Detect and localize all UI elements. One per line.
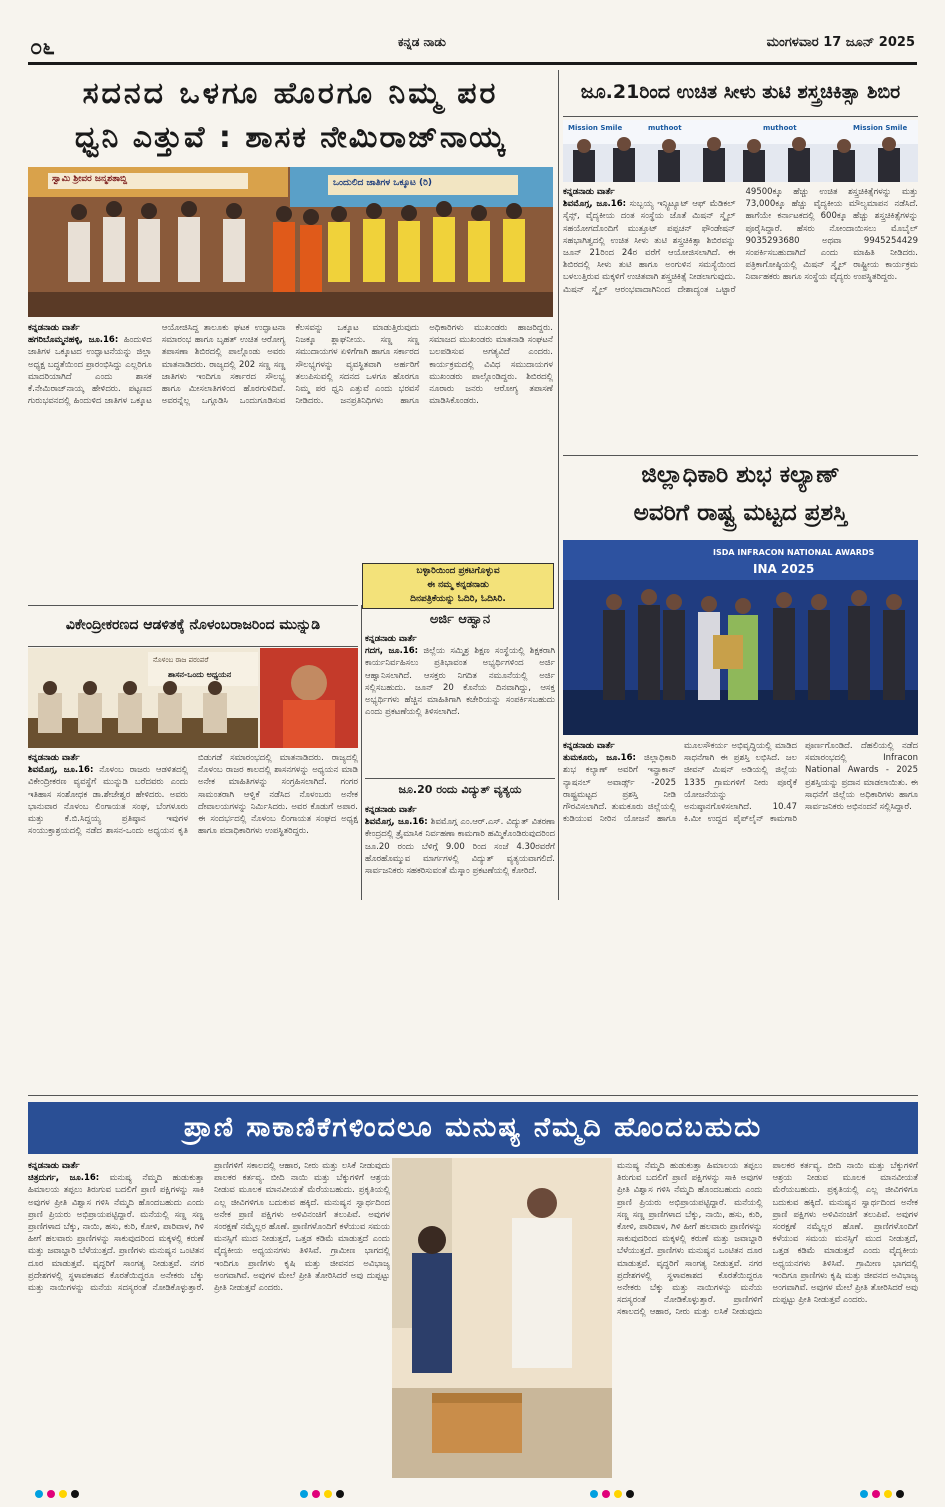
story-headline-6: ಜಿಲ್ಲಾಧಿಕಾರಿ ಶುಭ ಕಲ್ಯಾಣ್ ಅವರಿಗೆ ರಾಷ್ಟ್ರ ಮಟ್ಟದ ಪ್ರಶಸ್ತಿ	[563, 455, 918, 538]
story3-body	[28, 752, 358, 880]
story2-banner-1: Mission Smile	[568, 124, 623, 132]
ad-line-2: ಈ ನಮ್ಮ ಕನ್ನಡನಾಡು	[427, 580, 489, 590]
story7-photo	[392, 1158, 612, 1478]
story7-photo-graphic	[392, 1158, 612, 1478]
story3-text: ನೊಳಂಬ ರಾಜರು ಆಡಳಿತದಲ್ಲಿ ವಿಕೇಂದ್ರೀಕರಣ ವ್ಯವಸ್ಥೆಗೆ ಮುನ್ನುಡಿ ಬರೆದವರು ಎಂದು ಇತಿಹಾಸ ಸಂಶೋಧಕ ಡಾ.ಶೇಜೇಶ್ವರ ಹೇಳಿದರು. ಅವರು ಭಾನುವಾರ ನೊಳಂಬ ಲಿಂಗಾಯತ ಸಂಘ, ಬೆಂಗಳೂರು ಮತ್ತು ಕೆ.ಬಿ.ಸಿದ್ದಯ್ಯ ಪ್ರತಿಷ್ಠಾನ ಇವುಗಳ ಸಂಯುಕ್ತಾಶ್ರಯದಲ್ಲಿ ನಡೆದ ಶಾಸನ-ಒಂದು ಅಧ್ಯಯನ ಕೃತಿ ಬಿಡುಗಡೆ ಸಮಾರಂಭದಲ್ಲಿ ಮಾತನಾಡಿದರು. ರಾಜ್ಯದಲ್ಲಿ ನೊಳಂಬ ರಾಜರ ಕಾಲದಲ್ಲಿ ಶಾಸನಗಳನ್ನು ಅಧ್ಯಯನ ಮಾಡಿ ಅನೇಕ ಮಾಹಿತಿಗಳನ್ನು ಸಂಗ್ರಹಿಸಲಾಗಿದೆ. ಗಂಗರ ಸಾಮಂತರಾಗಿ ಆಳ್ವಿಕೆ ನಡೆಸಿದ ನೊಳಂಬರು ಅನೇಕ ದೇವಾಲಯಗಳನ್ನು ನಿರ್ಮಿಸಿದರು. ಅವರ ಕೊಡುಗೆ ಅಪಾರ. ಈ ಸಂದರ್ಭದಲ್ಲಿ ನೊಳಂಬ ಲಿಂಗಾಯತ ಸಂಘದ ಅಧ್ಯಕ್ಷ ಹಾಗೂ ಪದಾಧಿಕಾರಿಗಳು ಉಪಸ್ಥಿತರಿದ್ದರು.	[28, 753, 358, 837]
story1-photo	[28, 167, 553, 317]
page-header	[0, 0, 945, 62]
story2-banner-4: Mission Smile	[853, 124, 908, 132]
story2-photo	[563, 120, 918, 182]
story2-text: ಸುಬ್ಬಯ್ಯ ಇನ್ಸ್ಟಿಟ್ಯೂಟ್ ಆಫ್ ಮೆಡಿಕಲ್ ಸೈನ್ಸ್, ವೈದ್ಯಕೀಯ ದಂತ ಸಂಸ್ಥೆಯ ಜೊತೆ ಮಿಷನ್ ಸ್ಮೈಲ್ ಸಹಯೋಗದೊಂದಿಗೆ ಮುತ್ತೂಟ್ ಪಪ್ಪಚನ್ ಫೌಂಡೇಷನ್ ಸಹಭಾಗಿತ್ವದಲ್ಲಿ ಉಚಿತ ಸೀಳು ತುಟಿ ಶಸ್ತ್ರಚಿಕಿತ್ಸಾ ಶಿಬಿರವನ್ನು ಜೂನ್ 21ರಿಂದ 24ರ ವರೆಗೆ ಆಯೋಜಿಸಲಾಗಿದೆ. ಈ ಶಿಬಿರದಲ್ಲಿ ಸೀಳು ತುಟಿ ಹಾಗೂ ಅಂಗುಳಿನ ಸಮಸ್ಯೆಯಿಂದ ಬಳಲುತ್ತಿರುವ ಮಕ್ಕಳಿಗೆ ಉಚಿತವಾಗಿ ಶಸ್ತ್ರಚಿಕಿತ್ಸೆ ನೀಡಲಾಗುವುದು. ಮಿಷನ್ ಸ್ಮೈಲ್ ಆರಂಭವಾದಾಗಿನಿಂದ ದೇಶಾದ್ಯಂತ ಒಟ್ಟಾರೆ 49500ಕ್ಕೂ ಹೆಚ್ಚು ಉಚಿತ ಶಸ್ತ್ರಚಿಕಿತ್ಸೆಗಳನ್ನು ಮತ್ತು 73,000ಕ್ಕೂ ಹೆಚ್ಚು ವೈದ್ಯಕೀಯ ಮೌಲ್ಯಮಾಪನ ನಡೆಸಿದೆ. ಹಾಗೆಯೇ ಕರ್ನಾಟಕದಲ್ಲಿ 600ಕ್ಕೂ ಹೆಚ್ಚು ಶಸ್ತ್ರಚಿಕಿತ್ಸೆಗಳನ್ನು ಪೂರೈಸಿದ್ದಾರೆ. ಹೆಸರು ನೋಂದಾಯಿಸಲು ಮೊಬೈಲ್ 9035293680 ಅಥವಾ 9945254429 ಸಂಪರ್ಕಿಸಬಹುದಾಗಿದೆ ಎಂದು ಮಾಹಿತಿ ನೀಡಿದರು. ಪತ್ರಿಕಾಗೋಷ್ಠಿಯಲ್ಲಿ ಮಿಷನ್ ಸ್ಮೈಲ್ ರಾಷ್ಟ್ರೀಯ ಕಾರ್ಯಕ್ರಮ ನಿರ್ವಾಹಕರು ಹಾಗೂ ಸಂಸ್ಥೆಯ ವೈದ್ಯರು ಉಪಸ್ಥಿತರಿದ್ದರು.	[563, 187, 918, 295]
story7-body-left	[28, 1160, 390, 1475]
story1-text: ಹಿಂದುಳಿದ ಜಾತಿಗಳ ಒಕ್ಕೂಟದ ಉದ್ಘಾಟನೆಯನ್ನು ಜಿಲ್ಲಾ ಅಧ್ಯಕ್ಷ ಬದ್ಧತೆಯಿಂದ ಪ್ರಾರಂಭಿಸಿದ್ದು ಎಲ್ಲರಿಗೂ ಮಾದರಿಯಾಗಿದೆ ಎಂದು ಶಾಸಕ ಕೆ.ನೇಮಿರಾಜ್‌ನಾಯ್ಕ ಹೇಳಿದರು. ಪಟ್ಟಣದ ಗುರುಭವನದಲ್ಲಿ ಹಿಂದುಳಿದ ಜಾತಿಗಳ ಒಕ್ಕೂಟ ಆಯೋಜಿಸಿದ್ದ ತಾಲೂಕು ಘಟಕ ಉದ್ಘಾಟನಾ ಸಮಾರಂಭ ಹಾಗೂ ಬೃಹತ್ ಉಚಿತ ಆರೋಗ್ಯ ತಪಾಸಣಾ ಶಿಬಿರದಲ್ಲಿ ಪಾಲ್ಗೊಂಡು ಅವರು ಮಾತನಾಡಿದರು. ರಾಜ್ಯದಲ್ಲಿ 202 ಸಣ್ಣ ಸಣ್ಣ ಜಾತಿಗಳು ಇಂದಿಗೂ ಸರ್ಕಾರದ ಸೌಲಭ್ಯ ಹಾಗೂ ಮೀಸಲಾತಿಗಳಿಂದ ಹೊರಗುಳಿದಿವೆ. ಅವರನ್ನೆಲ್ಲ ಒಗ್ಗೂಡಿಸಿ ಒಂದುಗೂಡಿಸುವ ಕೆಲಸವನ್ನು ಒಕ್ಕೂಟ ಮಾಡುತ್ತಿರುವುದು ನಿಜಕ್ಕೂ ಶ್ಲಾಘನೀಯ. ಸಣ್ಣ ಸಣ್ಣ ಸಮುದಾಯಗಳ ಏಳಿಗೆಗಾಗಿ ಹಾಗೂ ಸರ್ಕಾರದ ಸೌಲಭ್ಯಗಳನ್ನು ವ್ಯವಸ್ಥಿತವಾಗಿ ಅರ್ಹರಿಗೆ ತಲುಪಿಸುವಲ್ಲಿ ಸದನದ ಒಳಗೂ ಹೊರಗೂ ನಿಮ್ಮ ಪರ ಧ್ವನಿ ಎತ್ತುವೆ ಎಂದು ಭರವಸೆ ನೀಡಿದರು. ಜನಪ್ರತಿನಿಧಿಗಳು ಹಾಗೂ ಅಧಿಕಾರಿಗಳು ಮುಖಂಡರು ಹಾಜರಿದ್ದರು. ಸಮಾಜದ ಮುಖಂಡರು ಮಾತನಾಡಿ ಸಂಘಟನೆ ಬಲಪಡಿಸುವ ಅಗತ್ಯವಿದೆ ಎಂದರು. ಕಾರ್ಯಕ್ರಮದಲ್ಲಿ ವಿವಿಧ ಸಮುದಾಯಗಳ ಮುಖಂಡರು ಪಾಲ್ಗೊಂಡಿದ್ದರು. ಶಿಬಿರದಲ್ಲಿ ನೂರಾರು ಜನರು ಆರೋಗ್ಯ ತಪಾಸಣೆ ಮಾಡಿಸಿಕೊಂಡರು.	[28, 323, 553, 407]
registration-dots-right	[860, 1483, 908, 1493]
header-rule	[28, 62, 917, 65]
column-divider-2	[361, 605, 362, 900]
story5-text: ಶಿವಮೊಗ್ಗ ಎಂ.ಆರ್.ಎಸ್. ವಿದ್ಯುತ್ ವಿತರಣಾ ಕೇಂದ್ರದಲ್ಲಿ ತ್ರೈಮಾಸಿಕ ನಿರ್ವಹಣಾ ಕಾಮಗಾರಿ ಹಮ್ಮಿಕೊಂಡಿರುವುದರಿಂದ ಜೂ.20 ರಂದು ಬೆಳಿಗ್ಗೆ 9.00 ರಿಂದ ಸಂಜೆ 4.30ರವರೆಗೆ ಹೊರಹೊಮ್ಮುವ ಮಾರ್ಗಗಳಲ್ಲಿ ವಿದ್ಯುತ್ ವ್ಯತ್ಯಯವಾಗಲಿದೆ. ಸಾರ್ವಜನಿಕರು ಸಹಕರಿಸುವಂತೆ ಮೆಸ್ಕಾಂ ಪ್ರಕಟಣೆಯಲ್ಲಿ ಕೋರಿದೆ.	[365, 817, 555, 877]
story-headline-5: ಜೂ.20 ರಂದು ವಿದ್ಯುತ್ ವ್ಯತ್ಯಯ	[365, 778, 555, 803]
issue-date: ಮಂಗಳವಾರ 17 ಜೂನ್ 2025	[766, 35, 915, 50]
section-divider-1	[28, 1095, 918, 1096]
story2-dateline: ಶಿವಮೊಗ್ಗ, ಜೂ.16:	[563, 199, 627, 210]
subscribe-ad-box	[362, 563, 554, 609]
story6-photo	[563, 540, 918, 735]
story3-banner-2: ಶಾಸನ-ಒಂದು ಅಧ್ಯಯನ	[168, 670, 232, 679]
masthead-small: ಕನ್ನಡ ನಾಡು	[398, 35, 446, 49]
story3-photo	[28, 648, 358, 748]
story4-byline: ಕನ್ನಡನಾಡು ವಾರ್ತೆ	[365, 634, 417, 644]
story-headline-3: ವಿಕೇಂದ್ರೀಕರಣದ ಆಡಳಿತಕ್ಕೆ ನೊಳಂಬರಾಜರಿಂದ ಮುನ್ನುಡಿ	[28, 605, 358, 647]
story3-banner-1: ನೊಳಂಬ ರಾಜ ಪರಂಪರೆ	[153, 656, 209, 664]
registration-dots-mid1	[300, 1483, 348, 1493]
story4-dateline: ಗದಗ, ಜೂ.16:	[365, 646, 419, 657]
story4-text: ಜಿಲ್ಲೆಯ ಸಮ್ಮಿಶ್ರ ಶಿಕ್ಷಣ ಸಂಸ್ಥೆಯಲ್ಲಿ ಶಿಕ್ಷಕರಾಗಿ ಕಾರ್ಯನಿರ್ವಹಿಸಲು ಪ್ರತಿಭಾವಂತ ಅಭ್ಯರ್ಥಿಗಳಿಂದ ಅರ್ಜಿ ಆಹ್ವಾನಿಸಲಾಗಿದೆ. ಆಸಕ್ತರು ನಿಗದಿತ ನಮೂನೆಯಲ್ಲಿ ಅರ್ಜಿ ಸಲ್ಲಿಸಬಹುದು. ಜೂನ್ 20 ಕೊನೆಯ ದಿನವಾಗಿದ್ದು, ಆಸಕ್ತ ಅಭ್ಯರ್ಥಿಗಳು ಹೆಚ್ಚಿನ ಮಾಹಿತಿಗಾಗಿ ಕಚೇರಿಯನ್ನು ಸಂಪರ್ಕಿಸಬಹುದು ಎಂದು ಪ್ರಕಟಣೆಯಲ್ಲಿ ತಿಳಿಸಲಾಗಿದೆ.	[365, 646, 555, 718]
story-headline-4: ಅರ್ಜಿ ಆಹ್ವಾನ	[429, 612, 491, 627]
story4-body	[365, 633, 555, 773]
column-divider-1	[558, 70, 559, 900]
story7-text: ಮನುಷ್ಯ ನೆಮ್ಮದಿ ಹುಡುಕುತ್ತಾ ಹಿಮಾಲಯ ತಪ್ಪಲು ತಿರುಗುವ ಬದಲಿಗೆ ಪ್ರಾಣಿ ಪಕ್ಷಿಗಳನ್ನು ಸಾಕಿ ಅವುಗಳ ಪ್ರೀತಿ ವಿಶ್ವಾಸ ಗಳಿಸಿ ನೆಮ್ಮದಿ ಹೊಂದಬಹುದು ಎಂದು ಪ್ರಾಣಿ ಪ್ರಿಯರು ಅಭಿಪ್ರಾಯಪಟ್ಟಿದ್ದಾರೆ. ಮನೆಯಲ್ಲಿ ಸಣ್ಣ ಸಣ್ಣ ಪ್ರಾಣಿಗಳಾದ ಬೆಕ್ಕು, ನಾಯಿ, ಹಸು, ಕುರಿ, ಕೋಳಿ, ಪಾರಿವಾಳ, ಗಿಳಿ ಹೀಗೆ ಹಲವಾರು ಪ್ರಾಣಿಗಳನ್ನು ಸಾಕುವುದರಿಂದ ಮಕ್ಕಳಲ್ಲಿ ಕರುಣೆ ಮತ್ತು ಜವಾಬ್ದಾರಿ ಬೆಳೆಯುತ್ತದೆ. ಪ್ರಾಣಿಗಳು ಮನುಷ್ಯನ ಒಂಟಿತನ ದೂರ ಮಾಡುತ್ತವೆ. ವೃದ್ಧರಿಗೆ ಸಾಂಗತ್ಯ ನೀಡುತ್ತವೆ. ನಗರ ಪ್ರದೇಶಗಳಲ್ಲಿ ಸ್ಥಳಾವಕಾಶದ ಕೊರತೆಯಿದ್ದರೂ ಅನೇಕರು ಬೆಕ್ಕು ಮತ್ತು ನಾಯಿಗಳನ್ನು ಮನೆಯ ಸದಸ್ಯರಂತೆ ನೋಡಿಕೊಳ್ಳುತ್ತಾರೆ. ಪ್ರಾಣಿಗಳಿಗೆ ಸಕಾಲದಲ್ಲಿ ಆಹಾರ, ನೀರು ಮತ್ತು ಲಸಿಕೆ ನೀಡುವುದು ಪಾಲಕರ ಕರ್ತವ್ಯ. ಬೀದಿ ನಾಯಿ ಮತ್ತು ಬೆಕ್ಕುಗಳಿಗೆ ಆಶ್ರಯ ನೀಡುವ ಮೂಲಕ ಮಾನವೀಯತೆ ಮೆರೆಯಬಹುದು. ಪ್ರಕೃತಿಯಲ್ಲಿ ಎಲ್ಲ ಜೀವಿಗಳಿಗೂ ಬದುಕುವ ಹಕ್ಕಿದೆ. ಮನುಷ್ಯನ ಸ್ವಾರ್ಥದಿಂದ ಅನೇಕ ಪ್ರಾಣಿ ಪಕ್ಷಿಗಳು ಅಳಿವಿನಂಚಿಗೆ ತಲುಪಿವೆ. ಅವುಗಳ ಸಂರಕ್ಷಣೆ ನಮ್ಮೆಲ್ಲರ ಹೊಣೆ. ಪ್ರಾಣಿಗಳೊಂದಿಗೆ ಕಳೆಯುವ ಸಮಯ ಮನಸ್ಸಿಗೆ ಮುದ ನೀಡುತ್ತದೆ, ಒತ್ತಡ ಕಡಿಮೆ ಮಾಡುತ್ತದೆ ಎಂದು ವೈದ್ಯಕೀಯ ಅಧ್ಯಯನಗಳು ತಿಳಿಸಿವೆ. ಗ್ರಾಮೀಣ ಭಾಗದಲ್ಲಿ ಇಂದಿಗೂ ಪ್ರಾಣಿಗಳು ಕೃಷಿ ಮತ್ತು ಜೀವನದ ಅವಿಭಾಜ್ಯ ಅಂಗವಾಗಿವೆ. ಅವುಗಳ ಮೇಲೆ ಪ್ರೀತಿ ತೋರಿಸಿದರೆ ಅವು ದುಪ್ಪಟ್ಟು ಪ್ರೀತಿ ನೀಡುತ್ತವೆ ಎಂದರು.	[28, 1161, 390, 1294]
story-headline-1: ಸದನದ ಒಳಗೂ ಹೊರಗೂ ನಿಮ್ಮ ಪರ ಧ್ವನಿ ಎತ್ತುವೆ : ಶಾಸಕ ನೇಮಿರಾಜ್‌ನಾಯ್ಕ	[74, 76, 507, 155]
story2-banner-3: muthoot	[763, 124, 797, 132]
story5-dateline: ಶಿವಮೊಗ್ಗ, ಜೂ.16:	[365, 817, 428, 828]
story6-text: ಜಿಲ್ಲಾಧಿಕಾರಿ ಶುಭ ಕಲ್ಯಾಣ್ ಅವರಿಗೆ ಇನ್ಫ್ರಾಕಾನ್ ನ್ಯಾಷನಲ್ ಅವಾರ್ಡ್ಸ್ -2025 ರಾಷ್ಟ್ರಮಟ್ಟದ ಪ್ರಶಸ್ತಿ ನೀಡಿ ಗೌರವಿಸಲಾಗಿದೆ. ತುಮಕೂರು ಜಿಲ್ಲೆಯಲ್ಲಿ ಕುಡಿಯುವ ನೀರಿನ ಯೋಜನೆ ಹಾಗೂ ಮೂಲಸೌಕರ್ಯ ಅಭಿವೃದ್ಧಿಯಲ್ಲಿ ಮಾಡಿದ ಸಾಧನೆಗಾಗಿ ಈ ಪ್ರಶಸ್ತಿ ಲಭಿಸಿದೆ. ಜಲ ಜೀವನ್ ಮಿಷನ್ ಅಡಿಯಲ್ಲಿ ಜಿಲ್ಲೆಯ 1335 ಗ್ರಾಮಗಳಿಗೆ ನೀರು ಪೂರೈಕೆ ಯೋಜನೆಯನ್ನು ಅನುಷ್ಠಾನಗೊಳಿಸಲಾಗಿದೆ. 10.47 ಕಿ.ಮೀ ಉದ್ದದ ಪೈಪ್‌ಲೈನ್ ಕಾಮಗಾರಿ ಪೂರ್ಣಗೊಂಡಿದೆ. ದೆಹಲಿಯಲ್ಲಿ ನಡೆದ ಸಮಾರಂಭದಲ್ಲಿ Infracon National Awards - 2025 ಪ್ರಶಸ್ತಿಯನ್ನು ಪ್ರದಾನ ಮಾಡಲಾಯಿತು. ಈ ಸಾಧನೆಗೆ ಜಿಲ್ಲೆಯ ಅಧಿಕಾರಿಗಳು ಹಾಗೂ ಸಾರ್ವಜನಿಕರು ಅಭಿನಂದನೆ ಸಲ್ಲಿಸಿದ್ದಾರೆ.	[563, 741, 918, 825]
story6-byline: ಕನ್ನಡನಾಡು ವಾರ್ತೆ	[563, 741, 615, 751]
page-number: ೦೬	[30, 35, 55, 60]
story7-headline-banner: ಪ್ರಾಣಿ ಸಾಕಾಣಿಕೆಗಳಿಂದಲೂ ಮನುಷ್ಯ ನೆಮ್ಮದಿ ಹೊಂದಬಹುದು	[28, 1102, 918, 1154]
registration-dots-left	[35, 1483, 83, 1493]
ad-line-3: ದಿನಪತ್ರಿಕೆಯನ್ನು ಓದಿರಿ, ಓದಿಸಿರಿ.	[410, 594, 506, 604]
story2-banner-2: muthoot	[648, 124, 682, 132]
story2-byline: ಕನ್ನಡನಾಡು ವಾರ್ತೆ	[563, 187, 615, 197]
story1-photo-banner-left: ಸ್ವಾಮಿ ಶ್ರೀವರ ಜನ್ಮಶತಾಬ್ದಿ	[52, 174, 127, 184]
story1-body	[28, 322, 553, 597]
story7-body-right	[617, 1160, 918, 1475]
story6-photo-banner: ISDA INFRACON NATIONAL AWARDS	[713, 548, 875, 557]
story1-byline: ಕನ್ನಡನಾಡು ವಾರ್ತೆ	[28, 323, 80, 333]
story7-text-continued: ಮನುಷ್ಯ ನೆಮ್ಮದಿ ಹುಡುಕುತ್ತಾ ಹಿಮಾಲಯ ತಪ್ಪಲು ತಿರುಗುವ ಬದಲಿಗೆ ಪ್ರಾಣಿ ಪಕ್ಷಿಗಳನ್ನು ಸಾಕಿ ಅವುಗಳ ಪ್ರೀತಿ ವಿಶ್ವಾಸ ಗಳಿಸಿ ನೆಮ್ಮದಿ ಹೊಂದಬಹುದು ಎಂದು ಪ್ರಾಣಿ ಪ್ರಿಯರು ಅಭಿಪ್ರಾಯಪಟ್ಟಿದ್ದಾರೆ. ಮನೆಯಲ್ಲಿ ಸಣ್ಣ ಸಣ್ಣ ಪ್ರಾಣಿಗಳಾದ ಬೆಕ್ಕು, ನಾಯಿ, ಹಸು, ಕುರಿ, ಕೋಳಿ, ಪಾರಿವಾಳ, ಗಿಳಿ ಹೀಗೆ ಹಲವಾರು ಪ್ರಾಣಿಗಳನ್ನು ಸಾಕುವುದರಿಂದ ಮಕ್ಕಳಲ್ಲಿ ಕರುಣೆ ಮತ್ತು ಜವಾಬ್ದಾರಿ ಬೆಳೆಯುತ್ತದೆ. ಪ್ರಾಣಿಗಳು ಮನುಷ್ಯನ ಒಂಟಿತನ ದೂರ ಮಾಡುತ್ತವೆ. ವೃದ್ಧರಿಗೆ ಸಾಂಗತ್ಯ ನೀಡುತ್ತವೆ. ನಗರ ಪ್ರದೇಶಗಳಲ್ಲಿ ಸ್ಥಳಾವಕಾಶದ ಕೊರತೆಯಿದ್ದರೂ ಅನೇಕರು ಬೆಕ್ಕು ಮತ್ತು ನಾಯಿಗಳನ್ನು ಮನೆಯ ಸದಸ್ಯರಂತೆ ನೋಡಿಕೊಳ್ಳುತ್ತಾರೆ. ಪ್ರಾಣಿಗಳಿಗೆ ಸಕಾಲದಲ್ಲಿ ಆಹಾರ, ನೀರು ಮತ್ತು ಲಸಿಕೆ ನೀಡುವುದು ಪಾಲಕರ ಕರ್ತವ್ಯ. ಬೀದಿ ನಾಯಿ ಮತ್ತು ಬೆಕ್ಕುಗಳಿಗೆ ಆಶ್ರಯ ನೀಡುವ ಮೂಲಕ ಮಾನವೀಯತೆ ಮೆರೆಯಬಹುದು. ಪ್ರಕೃತಿಯಲ್ಲಿ ಎಲ್ಲ ಜೀವಿಗಳಿಗೂ ಬದುಕುವ ಹಕ್ಕಿದೆ. ಮನುಷ್ಯನ ಸ್ವಾರ್ಥದಿಂದ ಅನೇಕ ಪ್ರಾಣಿ ಪಕ್ಷಿಗಳು ಅಳಿವಿನಂಚಿಗೆ ತಲುಪಿವೆ. ಅವುಗಳ ಸಂರಕ್ಷಣೆ ನಮ್ಮೆಲ್ಲರ ಹೊಣೆ. ಪ್ರಾಣಿಗಳೊಂದಿಗೆ ಕಳೆಯುವ ಸಮಯ ಮನಸ್ಸಿಗೆ ಮುದ ನೀಡುತ್ತದೆ, ಒತ್ತಡ ಕಡಿಮೆ ಮಾಡುತ್ತದೆ ಎಂದು ವೈದ್ಯಕೀಯ ಅಧ್ಯಯನಗಳು ತಿಳಿಸಿವೆ. ಗ್ರಾಮೀಣ ಭಾಗದಲ್ಲಿ ಇಂದಿಗೂ ಪ್ರಾಣಿಗಳು ಕೃಷಿ ಮತ್ತು ಜೀವನದ ಅವಿಭಾಜ್ಯ ಅಂಗವಾಗಿವೆ. ಅವುಗಳ ಮೇಲೆ ಪ್ರೀತಿ ತೋರಿಸಿದರೆ ಅವು ದುಪ್ಪಟ್ಟು ಪ್ರೀತಿ ನೀಡುತ್ತವೆ ಎಂದರು.	[617, 1161, 918, 1318]
story3-dateline: ಶಿವಮೊಗ್ಗ, ಜೂ.16:	[28, 765, 94, 776]
story6-dateline: ತುಮಕೂರು, ಜೂ.16:	[563, 753, 636, 764]
story6-photo-backdrop: INA 2025	[753, 562, 815, 576]
story3-byline: ಕನ್ನಡನಾಡು ವಾರ್ತೆ	[28, 753, 80, 763]
story1-dateline: ಹಗರಿಬೊಮ್ಮನಹಳ್ಳಿ, ಜೂ.16:	[28, 335, 119, 346]
story2-body	[563, 186, 918, 448]
registration-dots-mid2	[590, 1483, 638, 1493]
story6-body	[563, 740, 918, 898]
story5-byline: ಕನ್ನಡನಾಡು ವಾರ್ತೆ	[365, 805, 417, 815]
story7-dateline: ಚಿತ್ರದುರ್ಗ, ಜೂ.16:	[28, 1173, 100, 1184]
story7-byline: ಕನ್ನಡನಾಡು ವಾರ್ತೆ	[28, 1161, 80, 1171]
story5-body	[365, 804, 555, 896]
ad-line-1: ಬಳ್ಳಾರಿಯಿಂದ ಪ್ರಕಟಗೊಳ್ಳುವ	[416, 566, 500, 576]
story1-photo-graphic	[28, 167, 553, 317]
story1-photo-banner-right: ಒಂದುಲಿದ ಜಾತಿಗಳ ಒಕ್ಕೂಟ (ರಿ)	[333, 178, 432, 188]
story-headline-2: ಜೂ.21ರಿಂದ ಉಚಿತ ಸೀಳು ತುಟಿ ಶಸ್ತ್ರಚಿಕಿತ್ಸಾ ಶಿಬಿರ	[563, 72, 918, 117]
story6-photo-graphic	[563, 540, 918, 735]
